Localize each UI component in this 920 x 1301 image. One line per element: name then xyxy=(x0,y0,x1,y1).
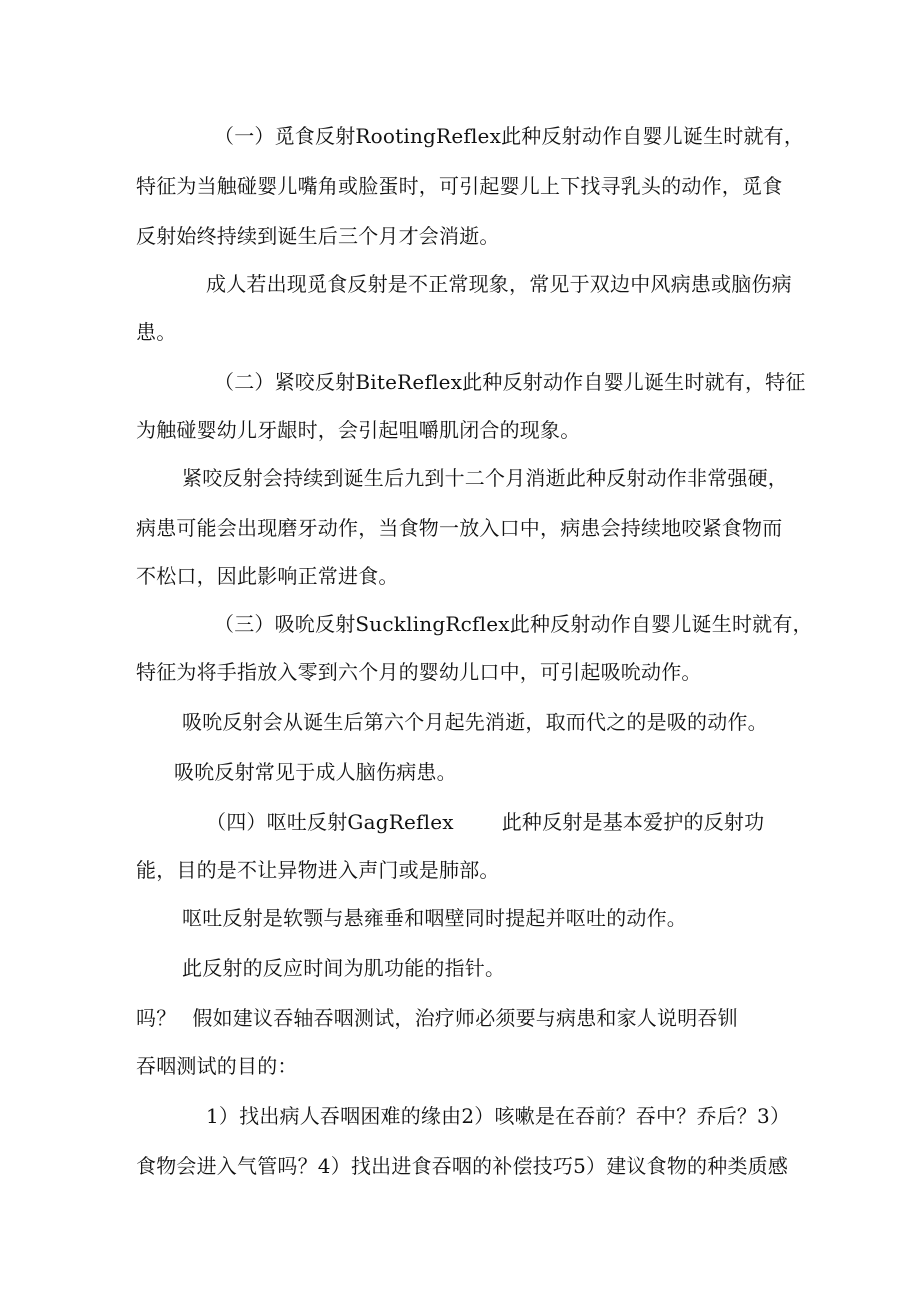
paragraph-11-line-2: 吞咽测试的目的： xyxy=(136,1054,298,1078)
paragraph-10-line-1: 此反射的反应时间为肌功能的指针。 xyxy=(182,956,506,980)
paragraph-11-line-1-part-b: 假如建议吞轴吞咽测试，治疗师必须要与病患和家人说明吞钏 xyxy=(192,1006,738,1030)
paragraph-5-line-2: 特征为将手指放入零到六个月的婴幼儿口中，可引起吸吮动作。 xyxy=(136,660,702,684)
paragraph-6-line-1: 吸吮反射会从诞生后第六个月起先消逝，取而代之的是吸的动作。 xyxy=(182,710,768,734)
paragraph-4-line-3: 不松口，因此影响正常进食。 xyxy=(136,564,399,588)
paragraph-4-line-2: 病患可能会出现磨牙动作，当食物一放入口中，病患会持续地咬紧食物而 xyxy=(136,516,783,540)
paragraph-3-line-2: 为触碰婴幼儿牙龈时，会引起咀嚼肌闭合的现象。 xyxy=(136,418,581,442)
paragraph-1-line-1: （一）觅食反射RootingReflex此种反射动作自婴儿诞生时就有， xyxy=(214,124,805,148)
paragraph-11-line-1 xyxy=(136,1006,738,1030)
paragraph-3-line-1: （二）紧咬反射BiteReflex此种反射动作自婴儿诞生时就有，特征 xyxy=(214,370,806,394)
paragraph-8-line-1-part-a: （四）呕吐反射GagReflex xyxy=(206,810,454,834)
paragraph-5-line-1: （三）吸吮反射SucklingRcflex此种反射动作自婴儿诞生时就有， xyxy=(214,612,813,636)
paragraph-4-line-1: 紧咬反射会持续到诞生后九到十二个月消逝此种反射动作非常强硬， xyxy=(182,466,788,490)
paragraph-7-line-1: 吸吮反射常见于成人脑伤病患。 xyxy=(174,760,457,784)
paragraph-11-line-1-part-a: 吗？ xyxy=(136,1006,177,1030)
paragraph-8-line-1 xyxy=(206,810,764,834)
paragraph-2-line-2: 患。 xyxy=(136,320,177,344)
paragraph-2-line-1: 成人若出现觅食反射是不正常现象，常见于双边中风病患或脑伤病 xyxy=(206,272,792,296)
paragraph-12-line-1: 1）找出病人吞咽困难的缘由2）咳嗽是在吞前？吞中？乔后？3） xyxy=(206,1104,791,1128)
paragraph-12-line-2: 食物会进入气管吗？4）找出进食吞咽的补偿技巧5）建议食物的种类质感 xyxy=(136,1154,789,1178)
paragraph-8-line-2: 能，目的是不让异物进入声门或是肺部。 xyxy=(136,858,500,882)
paragraph-9-line-1: 呕吐反射是软颚与悬雍垂和咽壁同时提起并呕吐的动作。 xyxy=(182,906,687,930)
paragraph-1-line-2: 特征为当触碰婴儿嘴角或脸蛋时，可引起婴儿上下找寻乳头的动作，觅食 xyxy=(136,174,783,198)
paragraph-8-line-1-part-b: 此种反射是基本爱护的反射功 xyxy=(501,810,765,834)
paragraph-1-line-3: 反射始终持续到诞生后三个月才会消逝。 xyxy=(136,224,500,248)
